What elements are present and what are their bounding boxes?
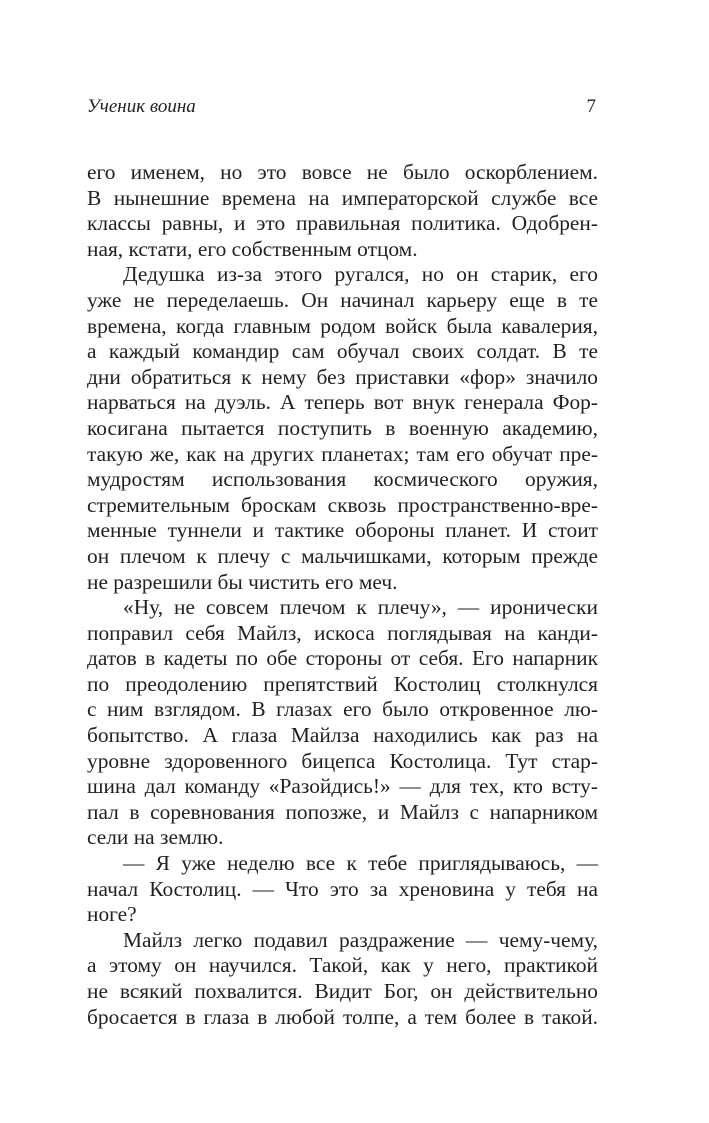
text-line: а этому он научился. Такой, как у него, практикой	[87, 953, 598, 978]
text-line: не всякий похвалится. Видит Бог, он действительно	[87, 979, 598, 1003]
text-line: не разрешили бы чистить его меч.	[87, 569, 398, 594]
text-line: датов в кадеты по обе стороны от себя. Его напарник	[87, 646, 598, 671]
text-line: стремительным броскам сквозь пространственно-вре-	[87, 492, 598, 517]
text-line: уровне здоровенного бицепса Костолица. Тут стар-	[87, 748, 598, 773]
text-line: В нынешние времена на императорской службе все	[87, 185, 598, 210]
text-line: Дедушка из-за этого ругался, но он старик, его	[123, 262, 598, 287]
book-page	[87, 96, 598, 1030]
text-line: Майлз легко подавил раздражение — чему-чему,	[123, 927, 598, 952]
text-line: а каждый командир сам обучал своих солдат. В те	[87, 339, 598, 364]
text-line: косигана пытается поступить в военную академию,	[87, 415, 598, 440]
text-line: менные туннели и тактике обороны планет. И стоит	[87, 518, 598, 543]
text-line: сели на землю.	[87, 825, 224, 850]
text-line: уже не переделаешь. Он начинал карьеру еще в те	[87, 287, 598, 312]
running-head	[87, 96, 598, 126]
text-line: по преодолению препятствий Костолиц столкнулся	[87, 671, 598, 696]
text-line: времена, когда главным родом войск была кавалерия,	[87, 313, 598, 338]
text-line: его именем, но это вовсе не было оскорблением.	[87, 160, 598, 184]
text-line: дни обратиться к нему без приставки «фор» значило	[87, 364, 598, 389]
text-line: такую же, как на других планетах; там его обучат пре-	[87, 441, 598, 466]
running-head-title: Ученик воина	[87, 96, 196, 117]
text-line: шина дал команду «Разойдись!» — для тех, кто всту-	[87, 774, 598, 799]
text-line: ноге?	[87, 902, 137, 927]
body-text	[87, 160, 598, 1030]
text-line: классы равны, и это правильная политика. Одобрен-	[87, 211, 598, 236]
text-line: «Ну, не совсем плечом к плечу», — иронически	[123, 595, 598, 620]
text-line: — Я уже неделю все к тебе приглядываюсь, —	[123, 851, 598, 876]
text-line: бопытство. А глаза Майлза находились как раз на	[87, 723, 598, 748]
text-line: нарваться на дуэль. А теперь вот внук генерала Фор-	[87, 390, 598, 415]
text-line: бросается в глаза в любой толпе, а тем более в такой.	[87, 1004, 598, 1029]
text-line: он плечом к плечу с мальчишками, которым прежде	[87, 543, 598, 568]
text-line: начал Костолиц. — Что это за хреновина у тебя на	[87, 876, 598, 901]
page-number: 7	[586, 96, 596, 117]
text-line: мудростям использования космического оружия,	[87, 467, 598, 492]
text-line: ная, кстати, его собственным отцом.	[87, 236, 418, 261]
text-line: поправил себя Майлз, искоса поглядывая на канди-	[87, 620, 598, 645]
text-line: с ним взглядом. В глазах его было откровенное лю-	[87, 697, 598, 722]
text-line: пал в соревнования попозже, и Майлз с напарником	[87, 799, 598, 824]
